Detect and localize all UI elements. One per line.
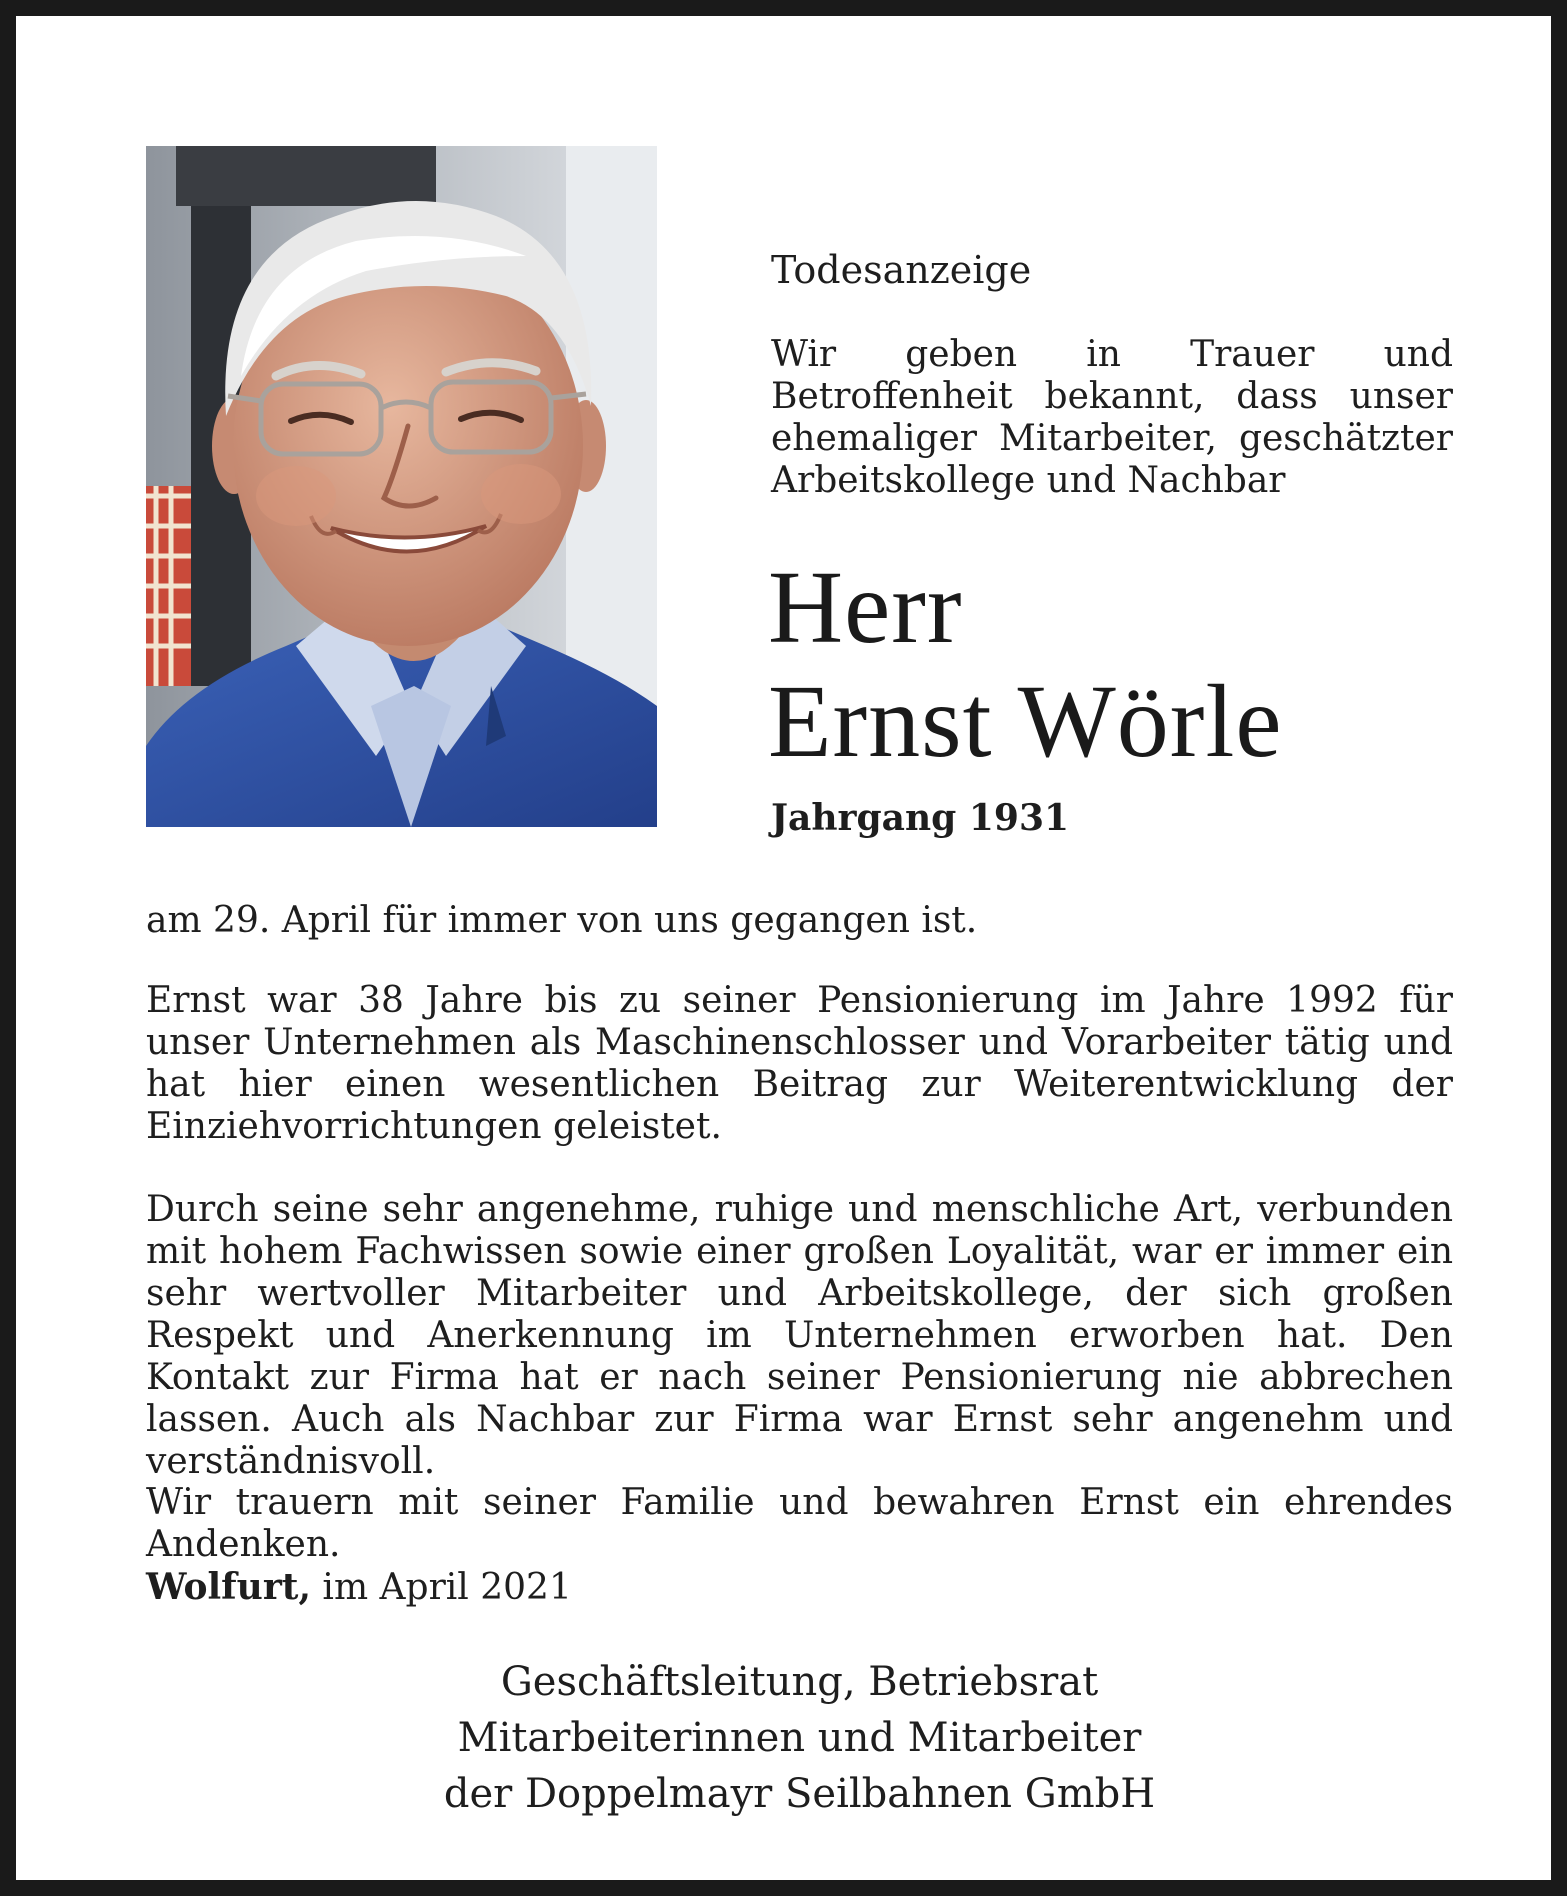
portrait-photo	[146, 146, 657, 827]
paragraph-character-text: Durch seine sehr angenehme, ruhige und menschliche Art, verbunden mit hohem Fachwissen sowie einer großen Loyalität, war er immer ein sehr wertvoller Mitarbeiter und Arbeitskollege, der sich großen Respekt und Anerkennung im Unternehmen erworben hat. Den Kontakt zur Firma hat er nach seiner Pensionierung nie abbrechen lassen. Auch als Nachbar zur Firma war Ernst sehr angenehm und verständnisvoll.	[146, 1189, 1453, 1482]
paragraph-career	[146, 980, 1453, 1148]
paragraph-career-text: Ernst war 38 Jahre bis zu seiner Pensionierung im Jahre 1992 für unser Unternehmen als Maschinenschlosser und Vorarbeiter tätig und hat hier einen wesentlichen Beitrag zur Weiterentwicklung der Einziehvorrichtungen geleistet.	[146, 980, 1453, 1147]
paragraph-mourning-text: Wir trauern mit seiner Familie und bewahren Ernst ein ehrendes Andenken.	[146, 1482, 1453, 1565]
name-full: Ernst Wörle	[768, 664, 1283, 779]
notice-heading: Todesanzeige	[771, 248, 1032, 292]
place-date-line	[146, 1566, 1453, 1609]
paragraph-mourning	[146, 1482, 1453, 1566]
signature-block	[146, 1654, 1453, 1822]
name-title: Herr	[768, 550, 963, 665]
intro-text: Wir geben in Trauer und Betroffenheit bekannt, dass unser ehemaliger Mitarbeiter, geschätzter Arbeitskollege und Nachbar	[771, 334, 1453, 501]
birth-year: Jahrgang 1931	[771, 797, 1070, 839]
signature-line: Geschäftsleitung, Betriebsrat	[500, 1659, 1099, 1705]
place-name: Wolfurt,	[146, 1566, 311, 1608]
signature-line: Mitarbeiterinnen und Mitarbeiter	[457, 1715, 1142, 1761]
signature-line: der Doppelmayr Seilbahnen GmbH	[443, 1771, 1156, 1817]
passed-line	[146, 900, 1453, 942]
passed-text: am 29. April für immer von uns gegangen ist.	[146, 900, 978, 941]
deceased-name	[768, 551, 1283, 779]
notice-date: im April 2021	[310, 1567, 572, 1608]
paragraph-character	[146, 1189, 1453, 1483]
portrait-illustration	[146, 146, 657, 827]
